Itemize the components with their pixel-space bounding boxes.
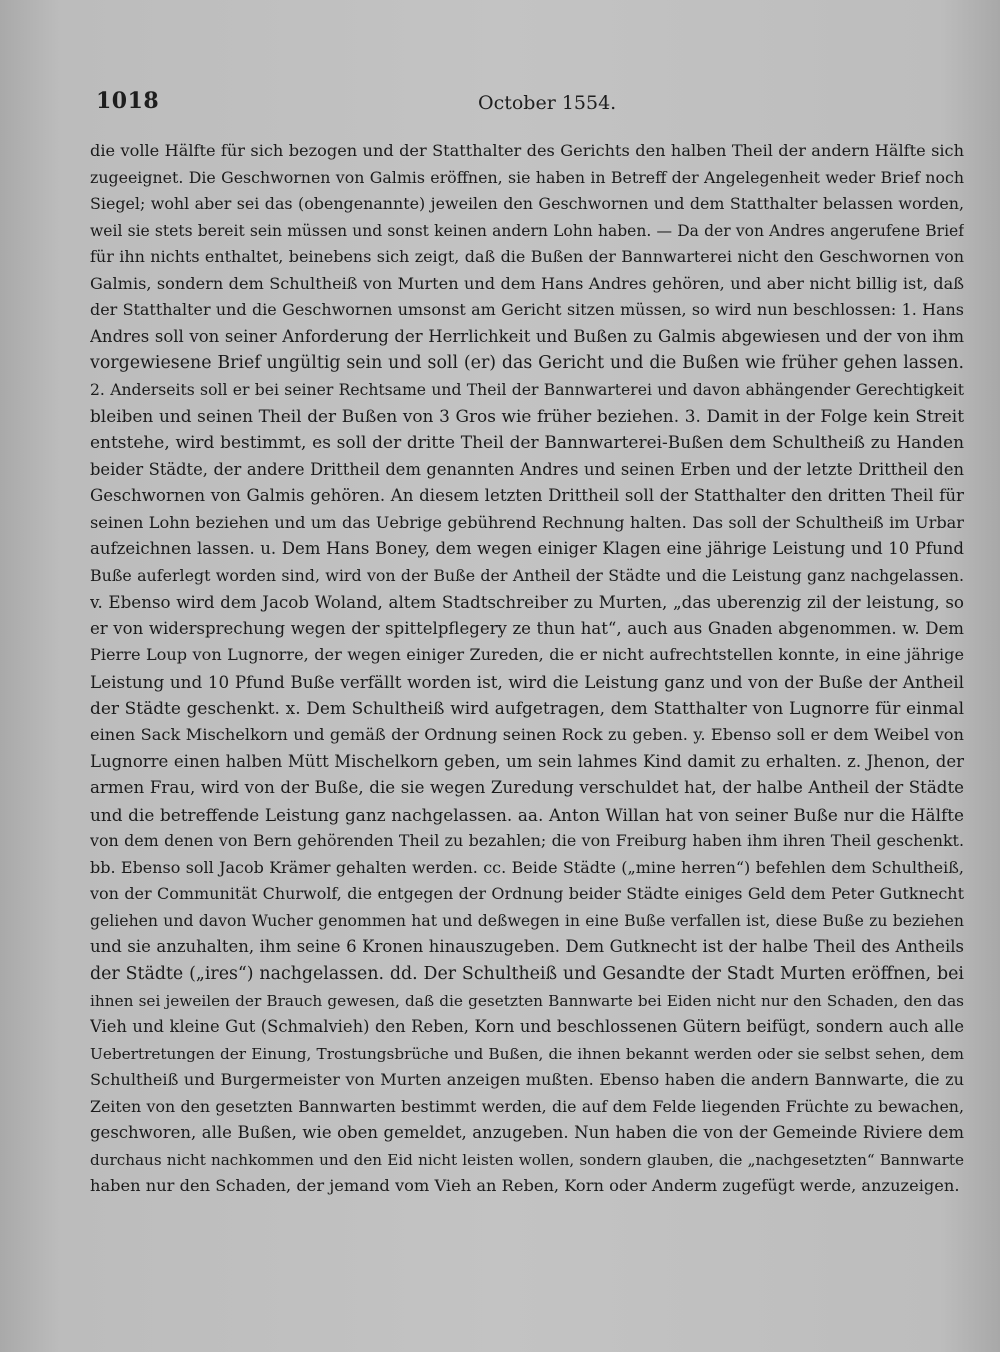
text-line: durchaus nicht nachkommen und den Eid nicht leisten wollen, sondern glauben, die „nachgesetzten“ Bannwarte	[90, 1150, 964, 1169]
text-line: Siegel; wohl aber sei das (obengenannte) jeweilen den Geschwornen und dem Statthalter belassen worden,	[90, 194, 964, 214]
body-text	[90, 138, 964, 1200]
text-line: aufzeichnen lassen. u. Dem Hans Boney, dem wegen einiger Klagen eine jährige Leistung und 10 Pfund	[90, 539, 964, 559]
running-title: October 1554.	[478, 92, 617, 114]
text-line: der Statthalter und die Geschwornen umsonst am Gericht sitzen müssen, so wird nun beschlossen: 1. Hans	[90, 300, 964, 320]
text-line: von dem denen von Bern gehörenden Theil zu bezahlen; die von Freiburg haben ihm ihren Theil geschenkt.	[90, 831, 964, 851]
text-line: armen Frau, wird von der Buße, die sie wegen Zuredung verschuldet hat, der halbe Antheil der Städte	[90, 778, 964, 798]
text-line: seinen Lohn beziehen und um das Uebrige gebührend Rechnung halten. Das soll der Schultheiß im Urbar	[90, 512, 964, 532]
text-line: Andres soll von seiner Anforderung der Herrlichkeit und Bußen zu Galmis abgewiesen und der von ihm	[90, 326, 964, 346]
text-line: geliehen und davon Wucher genommen hat und deßwegen in eine Buße verfallen ist, diese Buße zu beziehen	[90, 910, 964, 930]
text-line: bleiben und seinen Theil der Bußen von 3 Gros wie früher beziehen. 3. Damit in der Folge kein Streit	[90, 406, 964, 427]
text-line: von der Communität Churwolf, die entgegen der Ordnung beider Städte einiges Geld dem Peter Gutknecht	[90, 884, 964, 904]
text-line: Zeiten von den gesetzten Bannwarten bestimmt werden, die auf dem Felde liegenden Früchte zu bewachen,	[90, 1096, 964, 1116]
text-line: Buße auferlegt worden sind, wird von der Buße der Antheil der Städte und die Leistung ganz nachgelassen.	[90, 565, 964, 585]
text-line: beider Städte, der andere Drittheil dem genannten Andres und seinen Erben und der letzte Drittheil den	[90, 459, 964, 479]
text-line: einen Sack Mischelkorn und gemäß der Ordnung seinen Rock zu geben. y. Ebenso soll er dem Weibel von	[90, 725, 964, 745]
text-line: der Städte („ires“) nachgelassen. dd. Der Schultheiß und Gesandte der Stadt Murten eröffnen, bei	[90, 963, 964, 984]
text-line: 2. Anderseits soll er bei seiner Rechtsame und Theil der Bannwarterei und davon abhängender Gerechtigkeit	[90, 380, 964, 399]
text-line: der Städte geschenkt. x. Dem Schultheiß wird aufgetragen, dem Statthalter von Lugnorre für einmal	[90, 698, 964, 719]
text-line: Leistung und 10 Pfund Buße verfällt worden ist, wird die Leistung ganz und von der Buße der Antheil	[90, 671, 964, 692]
text-line: bb. Ebenso soll Jacob Krämer gehalten werden. cc. Beide Städte („mine herren“) befehlen dem Schultheiß,	[90, 857, 964, 877]
page-header	[96, 88, 936, 124]
text-line: geschworen, alle Bußen, wie oben gemeldet, anzugeben. Nun haben die von der Gemeinde Riviere dem	[90, 1123, 964, 1143]
text-line: Lugnorre einen halben Mütt Mischelkorn geben, um sein lahmes Kind damit zu erhalten. z. Jhenon, der	[90, 751, 964, 771]
text-line: vorgewiesene Brief ungültig sein und soll (er) das Gericht und die Bußen wie früher gehen lassen.	[90, 353, 964, 374]
text-line: entstehe, wird bestimmt, es soll der dritte Theil der Bannwarterei-Bußen dem Schultheiß zu Handen	[90, 433, 964, 454]
text-line: haben nur den Schaden, der jemand vom Vieh an Reben, Korn oder Anderm zugefügt werde, anzuzeigen.	[90, 1176, 960, 1196]
text-line: weil sie stets bereit sein müssen und sonst keinen andern Lohn haben. — Da der von Andres angerufene Brief	[90, 221, 964, 240]
text-line: Schultheiß und Burgermeister von Murten anzeigen mußten. Ebenso haben die andern Bannwarte, die zu	[90, 1070, 964, 1090]
text-line: und sie anzuhalten, ihm seine 6 Kronen hinauszugeben. Dem Gutknecht ist der halbe Theil des Antheils	[90, 937, 964, 957]
text-line: für ihn nichts enthaltet, beinebens sich zeigt, daß die Bußen der Bannwarterei nicht den Geschwornen von	[90, 247, 964, 267]
text-line: Uebertretungen der Einung, Trostungsbrüche und Bußen, die ihnen bekannt werden oder sie selbst sehen, dem	[90, 1044, 964, 1063]
page-number: 1018	[96, 88, 160, 114]
text-line: Pierre Loup von Lugnorre, der wegen einiger Zureden, die er nicht aufrechtstellen konnte, in eine jährige	[90, 645, 964, 665]
text-line: und die betreffende Leistung ganz nachgelassen. aa. Anton Willan hat von seiner Buße nur die Hälfte	[90, 804, 964, 825]
text-line: die volle Hälfte für sich bezogen und der Statthalter des Gerichts den halben Theil der andern Hälfte sich	[90, 141, 964, 160]
text-line: er von widersprechung wegen der spittelpflegery ze thun hat“, auch aus Gnaden abgenommen. w. Dem	[90, 618, 964, 638]
text-line: ihnen sei jeweilen der Brauch gewesen, daß die gesetzten Bannwarte bei Eiden nicht nur den Schaden, den das	[90, 991, 964, 1010]
text-line: zugeeignet. Die Geschwornen von Galmis eröffnen, sie haben in Betreff der Angelegenheit weder Brief noch	[90, 167, 964, 187]
text-line: v. Ebenso wird dem Jacob Woland, altem Stadtschreiber zu Murten, „das uberenzig zil der leistung, so	[90, 592, 964, 613]
text-line: Geschwornen von Galmis gehören. An diesem letzten Drittheil soll der Statthalter den dritten Theil für	[90, 486, 964, 506]
text-line: Vieh und kleine Gut (Schmalvieh) den Reben, Korn und beschlossenen Gütern beifügt, sondern auch alle	[90, 1017, 964, 1037]
text-line: Galmis, sondern dem Schultheiß von Murten und dem Hans Andres gehören, und aber nicht billig ist, daß	[90, 273, 964, 293]
